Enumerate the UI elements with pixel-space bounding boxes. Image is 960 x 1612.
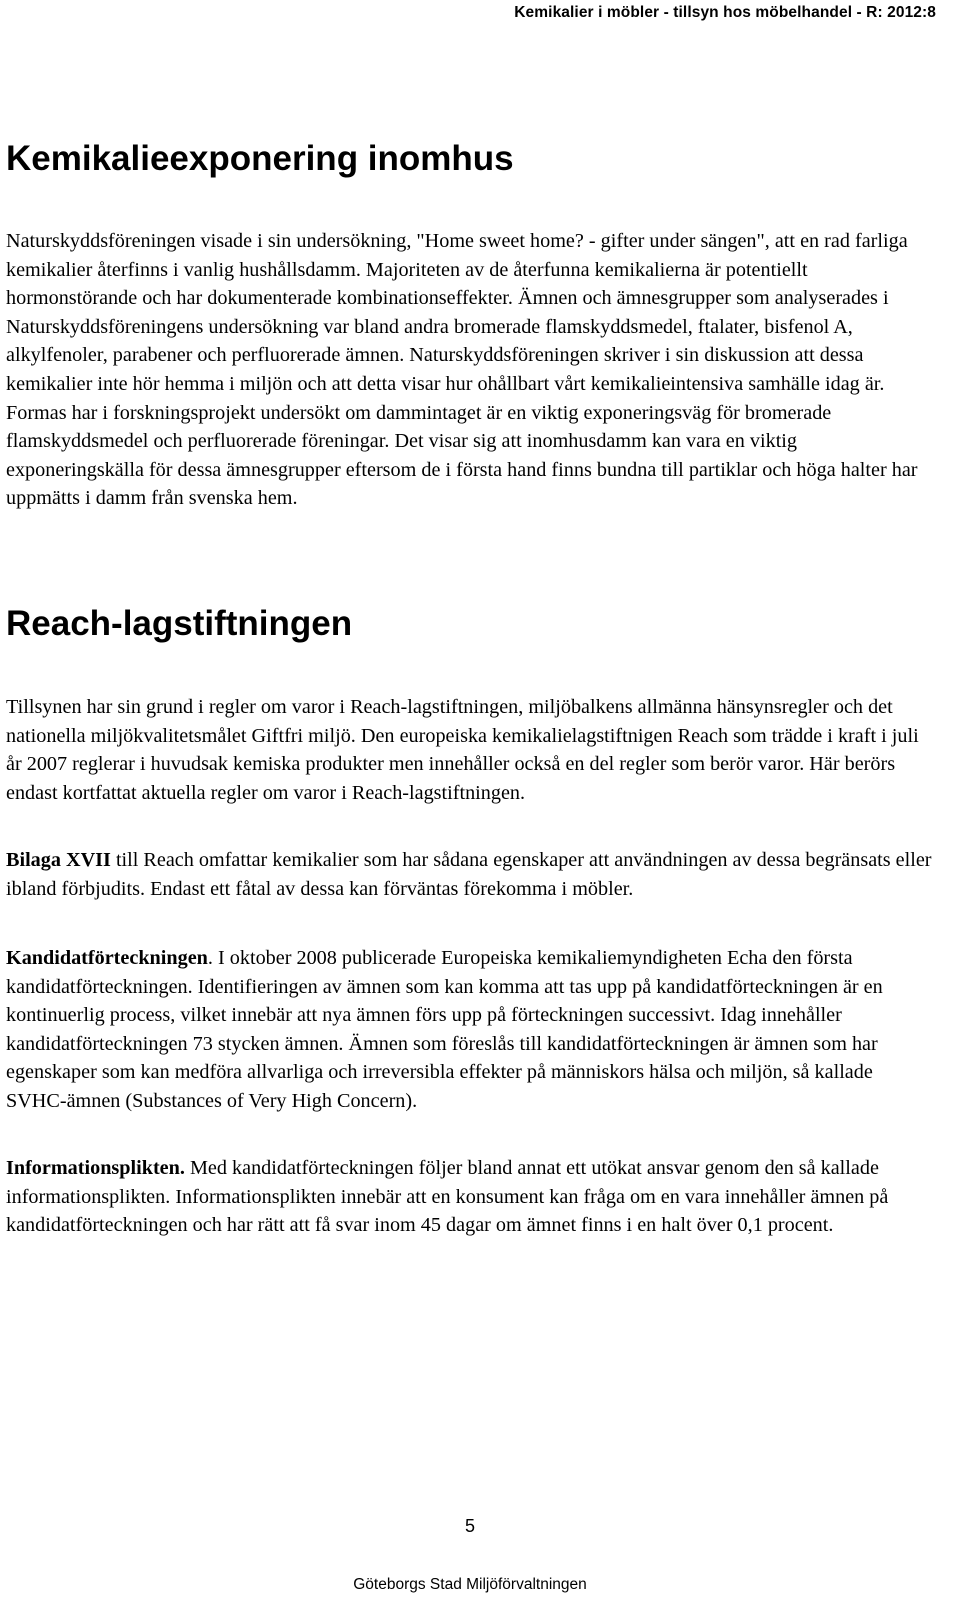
paragraph-text-kandidat: . I oktober 2008 publicerade Europeiska kemikaliemyndigheten Echa den första kandidatförteckningen. Identifieringen av ämnen som kan komma att tas upp på kandidatförteckningen är en kontinuerlig process, vilket innebär att nya ämnen förs upp på förteckningen successivt. Idag innehåller kandidatförteckningen 73 stycken ämnen. Ämnen som föreslås till kandidatförteckningen är ämnen som har egenskaper som kan medföra allvarliga och irreversibla effekter på människors hälsa och miljön, så kallade SVHC-ämnen (Substances of Very High Concern). [6, 947, 883, 1112]
paragraph-lead-kandidat: Kandidatförteckningen [6, 947, 208, 969]
paragraph-kemikalieexponering: Naturskyddsföreningen visade i sin undersökning, "Home sweet home? - gifter under sängen", att en rad farliga kemikalier återfinns i vanlig hushållsdamm. Majoriteten av de återfunna kemikalierna är potentiellt hormonstörande och har dokumenterade kombinationseffekter. Ämnen och ämnesgrupper som analyserades i Naturskyddsföreningens undersökning var bland andra bromerade flamskyddsmedel, ftalater, bisfenol A, alkylfenoler, parabener och perfluorerade ämnen. Naturskyddsföreningen skriver i sin diskussion att dessa kemikalier inte hör hemma i miljön och att detta visar hur ohållbart vårt kemikalieintensiva samhälle idag är. Formas har i forskningsprojekt undersökt om dammintaget är en viktig exponeringsväg för bromerade flamskyddsmedel och perfluorerade föreningar. Det visar sig att inomhusdamm kan vara en viktig exponeringskälla för dessa ämnesgrupper eftersom de i första hand finns bundna till partiklar och höga halter har uppmätts i damm från svenska hem. [6, 230, 918, 510]
paragraph-text-bilaga: till Reach omfattar kemikalier som har sådana egenskaper att användningen av dessa begränsats eller ibland förbjudits. Endast ett fåtal av dessa kan förväntas förekomma i möbler. [6, 849, 932, 900]
paragraph-bilaga-xvii [6, 846, 938, 903]
running-header: Kemikalier i möbler - tillsyn hos möbelhandel - R: 2012:8 [514, 4, 936, 21]
paragraph-lead-info: Informationsplikten. [6, 1157, 185, 1179]
paragraph-reach-intro: Tillsynen har sin grund i regler om varor i Reach-lagstiftningen, miljöbalkens allmänna hänsynsregler och det nationella miljökvalitetsmålet Giftfri miljö. Den europeiska kemikalielagstiftnigen Reach som trädde i kraft i juli år 2007 reglerar i huvudsak kemiska produkter men innehåller också en del regler som berör varor. Här berörs endast kortfattat aktuella regler om varor i Reach-lagstiftningen. [6, 696, 919, 804]
paragraph-kandidatforteckningen [6, 944, 938, 1116]
section-heading-kemikalieexponering: Kemikalieexponering inomhus [6, 139, 514, 178]
page-number: 5 [464, 1516, 475, 1536]
footer-organization: Göteborgs Stad Miljöförvaltningen [353, 1576, 587, 1593]
paragraph-informationsplikten [6, 1154, 938, 1240]
paragraph-lead-bilaga: Bilaga XVII [6, 849, 111, 871]
section-heading-reach: Reach-lagstiftningen [6, 604, 353, 643]
paragraph-text-info: Med kandidatförteckningen följer bland annat ett utökat ansvar genom den så kallade informationsplikten. Informationsplikten innebär att en konsument kan fråga om en vara innehåller ämnen på kandidatförteckningen och har rätt att få svar inom 45 dagar om ämnet finns i en halt över 0,1 procent. [6, 1157, 889, 1237]
